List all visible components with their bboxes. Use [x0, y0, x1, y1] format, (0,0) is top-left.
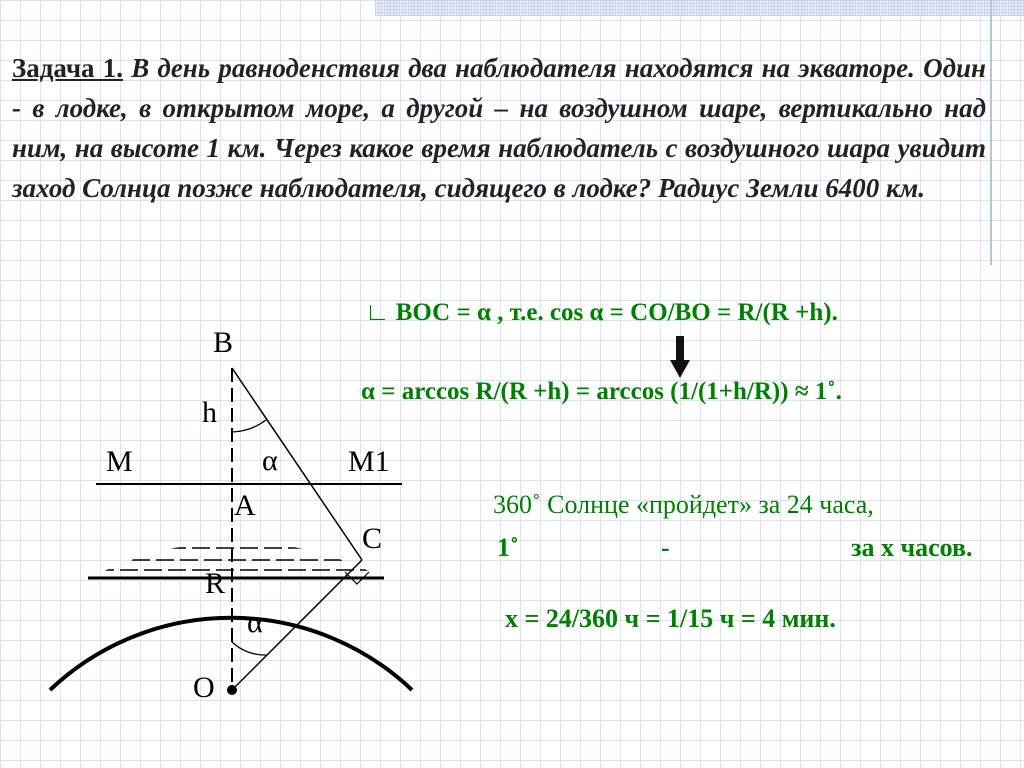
- label-r: R: [205, 567, 226, 600]
- angle-symbol: ∟: [365, 299, 390, 326]
- label-o: O: [193, 671, 215, 704]
- formula-line-4-hours: за х часов.: [851, 533, 973, 562]
- formula-line-5: х = 24/360 ч = 1/15 ч = 4 мин.: [505, 604, 836, 633]
- label-c: C: [362, 522, 383, 555]
- label-alpha-bottom: α: [247, 606, 263, 639]
- angle-arc-bottom: [232, 642, 266, 655]
- label-alpha-top: α: [262, 444, 278, 477]
- formula-line-4-degree: 1˚: [497, 533, 519, 562]
- label-a: A: [234, 489, 256, 522]
- angle-arc-top: [232, 420, 266, 432]
- problem-label: Задача 1.: [12, 53, 124, 83]
- formula-line-4-dash: -: [661, 533, 670, 562]
- point-o: [227, 685, 237, 695]
- line-bc: [232, 368, 362, 560]
- formula-line-1: ВОС = α , т.е. cos α = CO/BO = R/(R +h).: [395, 299, 838, 326]
- formula-line-3: 360˚ Солнце «пройдет» за 24 часа,: [493, 490, 874, 519]
- label-b: B: [213, 326, 234, 359]
- problem-text: В день равноденствия два наблюдателя находятся на экваторе. Один - в лодке, в открытом море, а другой – на воздушном шаре, вертикально над ним, на высоте 1 км. Через какое время наблюдатель с воздушного шара увидит заход Солнца позже наблюдателя, сидящего в лодке? Радиус Земли 6400 км.: [12, 53, 987, 203]
- formula-line-2: α = arccos R/(R +h) = arccos (1/(1+h/R)) ≈ 1˚.: [361, 378, 842, 405]
- label-m: M: [106, 445, 133, 478]
- label-h: h: [202, 396, 217, 429]
- label-m1: M1: [348, 445, 390, 478]
